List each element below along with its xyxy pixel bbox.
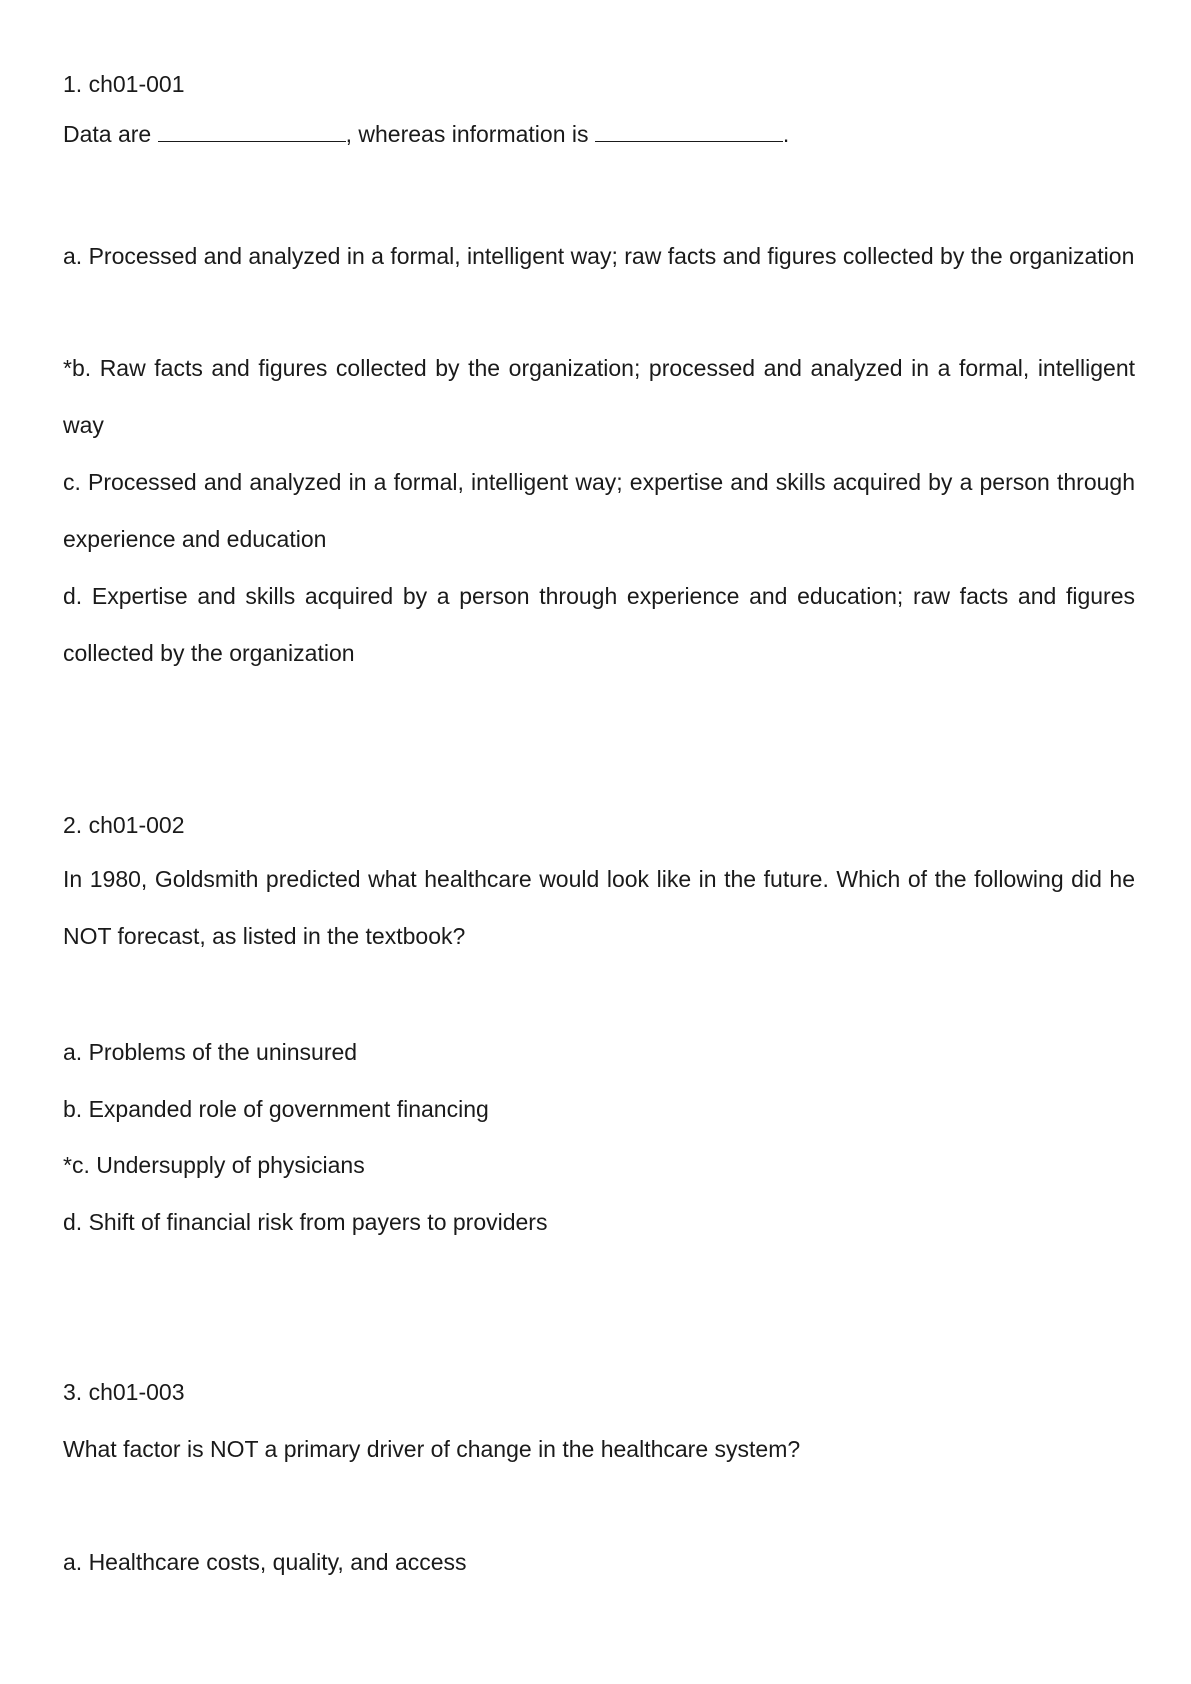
question-2-option-b: b. Expanded role of government financing	[63, 1096, 489, 1122]
question-2-option-a: a. Problems of the uninsured	[63, 1039, 358, 1065]
question-1-option-a: a. Processed and analyzed in a formal, intelligent way; raw facts and figures collected by the organization	[63, 243, 1135, 269]
question-1-stem-part3: .	[782, 121, 790, 147]
question-1-option-c: c. Processed and analyzed in a formal, intelligent way; expertise and skills acquired by a person through experience and education	[63, 469, 1135, 552]
question-2-option-c: *c. Undersupply of physicians	[63, 1152, 365, 1178]
question-2-option-d: d. Shift of financial risk from payers to providers	[63, 1209, 548, 1235]
question-1-id: 1. ch01-001	[63, 71, 185, 97]
question-1-option-b: *b. Raw facts and figures collected by the organization; processed and analyzed in a formal, intelligent way	[63, 355, 1135, 438]
question-1-option-d: d. Expertise and skills acquired by a person through experience and education; raw facts and figures collected by the organization	[63, 583, 1135, 666]
question-2-id: 2. ch01-002	[63, 812, 185, 838]
question-3-id: 3. ch01-003	[63, 1379, 185, 1405]
question-3-stem: What factor is NOT a primary driver of change in the healthcare system?	[63, 1436, 801, 1462]
blank-line-1	[158, 121, 346, 142]
question-1-stem	[63, 120, 1135, 148]
question-1-stem-part2: , whereas information is	[345, 121, 589, 147]
question-3-option-a: a. Healthcare costs, quality, and access	[63, 1549, 467, 1575]
question-1-stem-part1: Data are	[63, 121, 152, 147]
blank-line-2	[595, 121, 783, 142]
question-2-stem: In 1980, Goldsmith predicted what healthcare would look like in the future. Which of the following did he NOT forecast, as listed in the textbook?	[63, 866, 1135, 949]
